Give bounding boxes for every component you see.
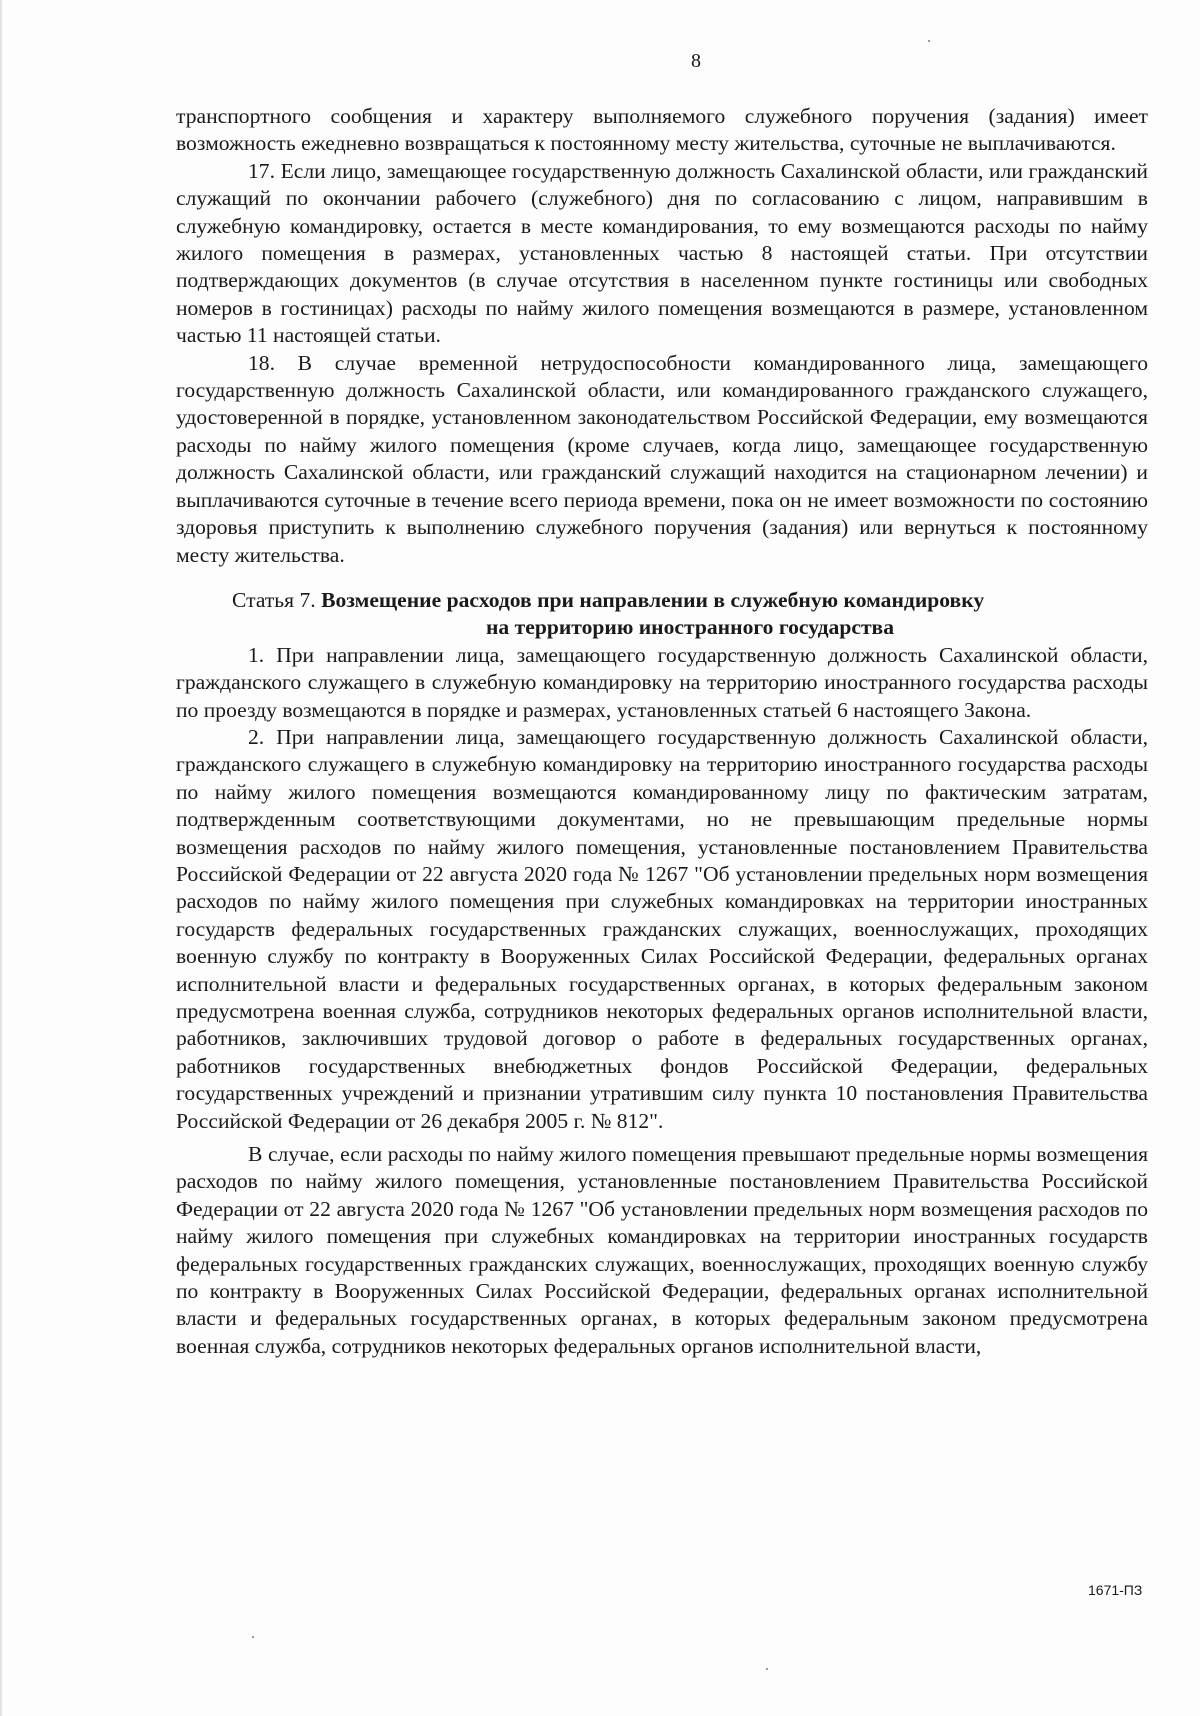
article-7-paragraph-1: 1. При направлении лица, замещающего государственную должность Сахалинской области, гражданского служащего в служебную командировку на территорию иностранного государства расходы по проезду возмещаются в порядке и размерах, установленных статьей 6 настоящего Закона. — [176, 642, 1148, 722]
article-7-title-line1: Возмещение расходов при направлении в служебную командировку — [321, 587, 985, 612]
article-7-paragraph-2: 2. При направлении лица, замещающего государственную должность Сахалинской области, гражданского служащего в служебную командировку на территорию иностранного государства расходы по найму жилого помещения возмещаются командированному лицу по фактическим затратам, подтвержденным соответствующими документами, но не превышающим предельные нормы возмещения расходов по найму жилого помещения, установленные постановлением Правительства Российской Федерации от 22 августа 2020 года № 1267 "Об установлении предельных норм возмещения расходов по найму жилого помещения при служебных командировках на территории иностранных государств федеральных государственных гражданских служащих, военнослужащих, проходящих военную службу по контракту в Вооруженных Силах Российской Федерации, федеральных органах исполнительной власти и федеральных государственных органах, в которых федеральным законом предусмотрена военная служба, сотрудников некоторых федеральных органов исполнительной власти, работников, заключивших трудовой договор о работе в федеральных государственных органах, работников государственных внебюджетных фондов Российской Федерации, федеральных государственных учреждений и признании утратившим силу пункта 10 постановления Правительства Российской Федерации от 26 декабря 2005 г. № 812". — [176, 724, 1148, 1133]
scan-edge-shadow — [0, 0, 3, 1716]
document-code: 1671-ПЗ — [1088, 1582, 1143, 1598]
article-7-paragraph-3: В случае, если расходы по найму жилого помещения превышают предельные нормы возмещения расходов по найму жилого помещения, установленные постановлением Правительства Российской Федерации от 22 августа 2020 года № 1267 "Об установлении предельных норм возмещения расходов по найму жилого помещения при служебных командировках на территории иностранных государств федеральных государственных гражданских служащих, военнослужащих, проходящих военную службу по контракту в Вооруженных Силах Российской Федерации, федеральных органах исполнительной власти и федеральных государственных органах, в которых федеральным законом предусмотрена военная служба, сотрудников некоторых федеральных органов исполнительной власти, — [176, 1142, 1148, 1358]
scan-speck — [928, 40, 930, 42]
scan-speck — [252, 1636, 254, 1638]
article-7-title-line2: на территорию иностранного государства — [485, 615, 895, 640]
article-7-heading — [176, 587, 1148, 642]
paragraph-17: 17. Если лицо, замещающее государственную должность Сахалинской области, или гражданский служащий по окончании рабочего (служебного) дня по согласованию с лицом, направившим в служебную командировку, остается в месте командирования, то ему возмещаются расходы по найму жилого помещения в размерах, установленных частью 8 настоящей статьи. При отсутствии подтверждающих документов (в случае отсутствия в населенном пункте гостиницы или свободных номеров в гостиницах) расходы по найму жилого помещения возмещаются в размере, установленном частью 11 настоящей статьи. — [176, 158, 1148, 348]
page-number: 8 — [691, 50, 701, 72]
scan-speck — [766, 1668, 768, 1670]
paragraph-intro-continuation: транспортного сообщения и характеру выполняемого служебного поручения (задания) имеет возможность ежедневно возвращаться к постоянному месту жительства, суточные не выплачиваются. — [176, 104, 1148, 156]
paragraph-18: 18. В случае временной нетрудоспособности командированного лица, замещающего государственную должность Сахалинской области, или командированного гражданского служащего, удостоверенной в порядке, установленном законодательством Российской Федерации, ему возмещаются расходы по найму жилого помещения (кроме случаев, когда лицо, замещающее государственную должность Сахалинской области, или гражданский служащий находится на стационарном лечении) и выплачиваются суточные в течение всего периода времени, пока он не имеет возможности по состоянию здоровья приступить к выполнению служебного поручения (задания) или вернуться к постоянному месту жительства. — [176, 350, 1148, 567]
document-body — [176, 103, 1148, 1360]
article-7-label: Статья 7. — [232, 587, 316, 612]
